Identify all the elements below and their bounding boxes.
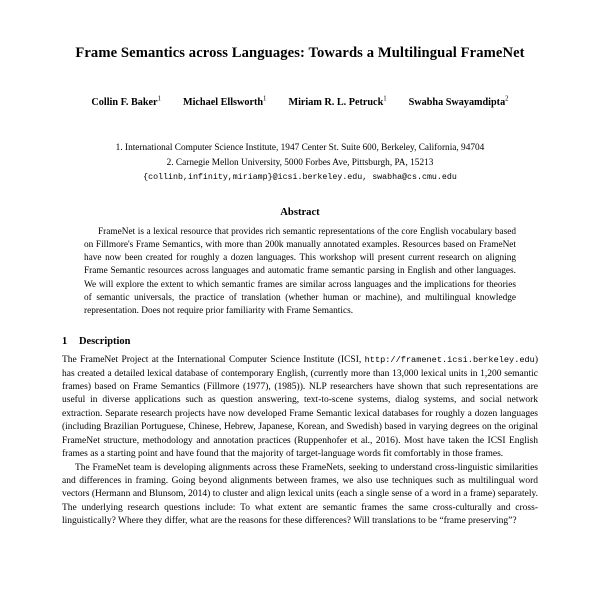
affiliation-line: [62, 157, 538, 170]
affiliation-marker: 1.: [115, 142, 123, 153]
author-name: Collin F. Baker: [91, 96, 158, 108]
abstract-text: FrameNet is a lexical resource that provides rich semantic representations of the core English vocabulary based on Fillmore's Frame Semantics, with more than 200k manually annotated examples. Resources based on FrameNet have now been created for roughly a dozen languages. This workshop will present current research on aligning Frame Semantic resources across languages and automatic frame semantic parsing in English and other languages. We will explore the extent to which semantic frames are similar across languages and the implications for theories of semantic universals, the practice of translation (whether human or machine), and multilingual knowledge representation. Does not require prior familiarity with Frame Semantics.: [84, 226, 516, 316]
author-list: [62, 97, 538, 108]
author-entry: [288, 97, 386, 108]
affiliation-line: [62, 142, 538, 155]
affiliation-text: Carnegie Mellon University, 5000 Forbes Ave, Pittsburgh, PA, 15213: [175, 158, 434, 169]
section-heading-description: [62, 336, 538, 347]
author-affiliation-marker: 2: [505, 95, 509, 103]
author-name: Swabha Swayamdipta: [408, 96, 506, 108]
section-number: 1: [62, 336, 68, 348]
author-entry: [183, 97, 266, 108]
author-name: Miriam R. L. Petruck: [288, 96, 384, 108]
framenet-url: http://framenet.icsi.berkeley.edu: [364, 355, 535, 366]
author-affiliation-marker: 1: [263, 95, 267, 103]
author-entry: [409, 97, 509, 108]
author-affiliation-marker: 1: [157, 95, 161, 103]
abstract-heading: Abstract: [280, 206, 320, 218]
paragraph-1-part-a: The FrameNet Project at the International Computer Science Institute (ICSI,: [62, 355, 365, 366]
paragraph-1-part-c: ) has created a detailed lexical database of contemporary English, (currently more than 13,000 lexical units in 1,200 semantic frames) based on Frame Semantics (Fillmore (1977), (1985)). NLP researchers have shown that such representations are useful in diverse applications such as question answering, text-to-scene systems, dialog systems, and social network extraction. Separate research projects have now developed Frame Semantic lexical databases for roughly a dozen languages (including Brazilian Portuguese, Chinese, Hebrew, Japanese, Korean, and Swedish) based in varying degrees on the original FrameNet structure, methodology and annotation practices (Ruppenhofer et al., 2016). Most have taken the ICSI English frames as a starting point and have found that the majority of target-language words fit comfortably in those frames.: [62, 355, 538, 460]
author-name: Michael Ellsworth: [182, 96, 264, 108]
paragraph-2: The FrameNet team is developing alignments across these FrameNets, seeking to understand cross-linguistic similarities and differences in framing. Going beyond alignments between frames, we also use techniques such as multilingual word vectors (Hermann and Blunsom, 2014) to cluster and align lexical units (each a single sense of a word in a frame) separately. The underlying research questions include: To what extent are semantic frames the same cross-culturally and cross-linguistically? Where they differ, what are the reasons for these differences? Will translations to be “frame preserving”?: [62, 462, 538, 527]
author-entry: [91, 97, 161, 108]
section-title: Description: [79, 336, 131, 348]
affiliation-marker: 2.: [166, 158, 174, 169]
page-title: Frame Semantics across Languages: Towards a Multilingual FrameNet: [75, 45, 525, 61]
author-emails: {collinb,infinity,miriamp}@icsi.berkeley.edu, swabha@cs.cmu.edu: [143, 173, 457, 183]
affiliation-text: International Computer Science Institute, 1947 Center St. Suite 600, Berkeley, California, 94704: [124, 142, 485, 153]
author-affiliation-marker: 1: [383, 95, 387, 103]
paragraph-1: [62, 354, 538, 462]
